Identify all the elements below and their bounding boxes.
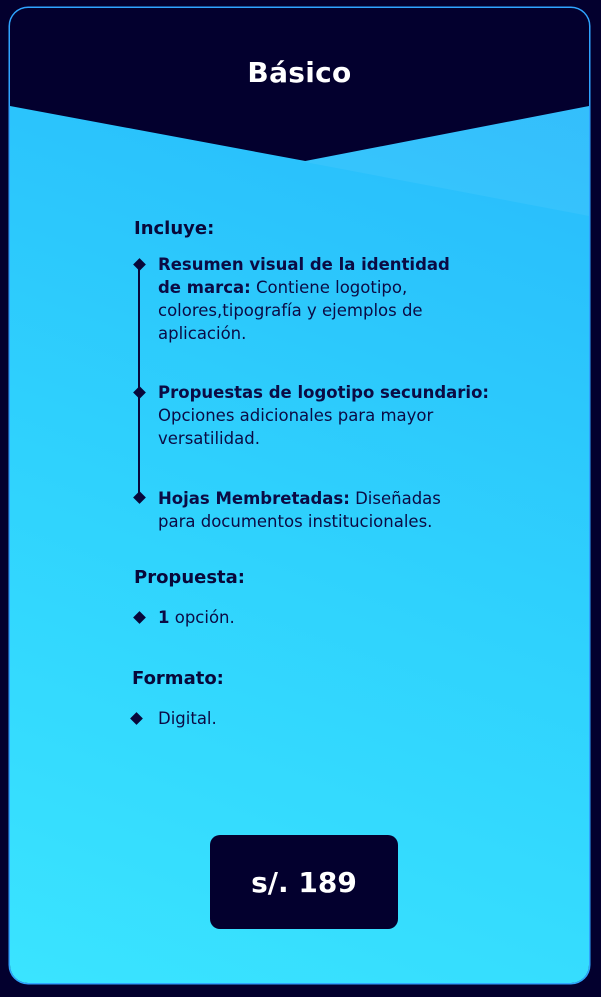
- plan-title: Básico: [247, 56, 352, 89]
- proposal-heading: Propuesta:: [134, 567, 246, 588]
- diamond-bullet-icon: [133, 258, 146, 271]
- includes-item-text: Opciones adicionales para mayor versatilidad.: [158, 406, 434, 448]
- price-button[interactable]: [210, 835, 398, 929]
- header-notch: [287, 8, 322, 12]
- timeline-line: [138, 265, 140, 501]
- includes-heading: Incluye:: [134, 218, 215, 239]
- includes-item-text: Contiene logotipo, colores,tipografía y ejemplos de aplicación.: [158, 278, 423, 343]
- price-label: s/. 189: [251, 865, 357, 899]
- pricing-card: [10, 8, 589, 983]
- includes-item: [158, 253, 458, 345]
- format-item: Digital.: [158, 709, 217, 728]
- includes-item: [158, 487, 478, 533]
- includes-item-bold: Propuestas de logotipo secundario:: [158, 383, 489, 402]
- includes-item-text: Diseñadas para documentos institucionales.: [158, 489, 441, 531]
- includes-item: [158, 381, 498, 450]
- includes-item-bold: Resumen visual de la identidad de marca:: [158, 255, 450, 297]
- proposal-count: 1: [158, 608, 170, 627]
- includes-item-bold: Hojas Membretadas:: [158, 489, 350, 508]
- proposal-text: opción.: [169, 608, 235, 627]
- proposal-item: [158, 606, 235, 629]
- diamond-bullet-icon: [133, 386, 146, 399]
- format-heading: Formato:: [132, 668, 224, 689]
- diamond-bullet-icon: [133, 491, 146, 504]
- diamond-bullet-icon: [130, 712, 143, 725]
- diamond-bullet-icon: [133, 611, 146, 624]
